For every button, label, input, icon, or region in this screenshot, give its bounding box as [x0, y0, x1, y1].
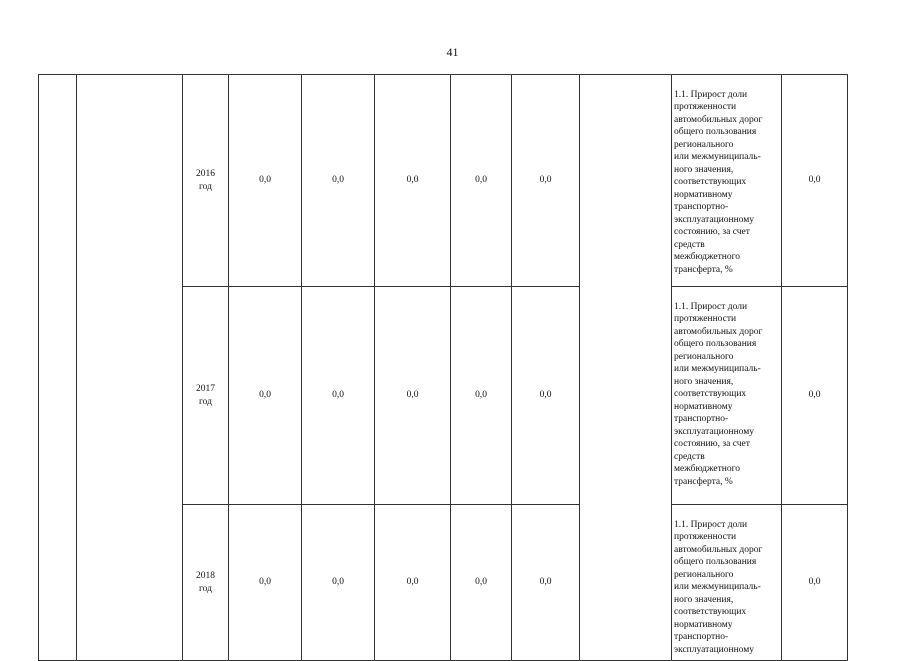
value-cell: 0,0 — [375, 75, 451, 287]
indicator-value-cell: 0,0 — [782, 75, 848, 287]
indicator-cell — [672, 287, 782, 505]
indicator-text: 1.1. Прирост доли протяженности автомобильных дорог общего пользования регионального или межмуниципаль- ного значения, соответствующих нормативному транспортно- эксплуатационному состоянию, за счет средств межбюджетного трансферта, % — [674, 89, 763, 275]
empty-cell-responsible — [580, 75, 672, 661]
value-cell: 0,0 — [229, 75, 302, 287]
value-cell: 0,0 — [512, 287, 580, 505]
year-suffix: год — [199, 583, 212, 594]
year-number: 2016 — [196, 169, 215, 179]
indicator-value-cell: 0,0 — [782, 287, 848, 505]
value-cell: 0,0 — [302, 75, 375, 287]
value-cell: 0,0 — [451, 287, 512, 505]
value-cell: 0,0 — [375, 287, 451, 505]
year-number: 2017 — [196, 384, 215, 394]
value-cell: 0,0 — [512, 505, 580, 661]
year-cell — [183, 505, 229, 661]
table-row — [39, 75, 848, 287]
value-cell: 0,0 — [451, 505, 512, 661]
indicator-text: 1.1. Прирост доли протяженности автомобильных дорог общего пользования регионального или межмуниципаль- ного значения, соответствующих нормативному транспортно- эксплуатационному состоянию, за счет средств межбюджетного трансферта, % — [674, 301, 763, 487]
indicator-cell — [672, 505, 782, 661]
year-number: 2018 — [196, 571, 215, 581]
value-cell: 0,0 — [229, 505, 302, 661]
value-cell: 0,0 — [375, 505, 451, 661]
empty-cell-name — [77, 75, 183, 661]
value-cell: 0,0 — [302, 287, 375, 505]
value-cell: 0,0 — [512, 75, 580, 287]
value-cell: 0,0 — [302, 505, 375, 661]
empty-cell-number — [39, 75, 77, 661]
value-cell: 0,0 — [451, 75, 512, 287]
budget-table — [38, 74, 848, 661]
value-cell: 0,0 — [229, 287, 302, 505]
page-number: 41 — [446, 45, 459, 59]
indicator-text: 1.1. Прирост доли протяженности автомобильных дорог общего пользования регионального или межмуниципаль- ного значения, соответствующих нормативному транспортно- эксплуатационному — [674, 519, 763, 655]
indicator-cell — [672, 75, 782, 287]
indicator-value-cell: 0,0 — [782, 505, 848, 661]
year-suffix: год — [199, 181, 212, 192]
year-suffix: год — [199, 396, 212, 407]
year-cell — [183, 287, 229, 505]
year-cell — [183, 75, 229, 287]
